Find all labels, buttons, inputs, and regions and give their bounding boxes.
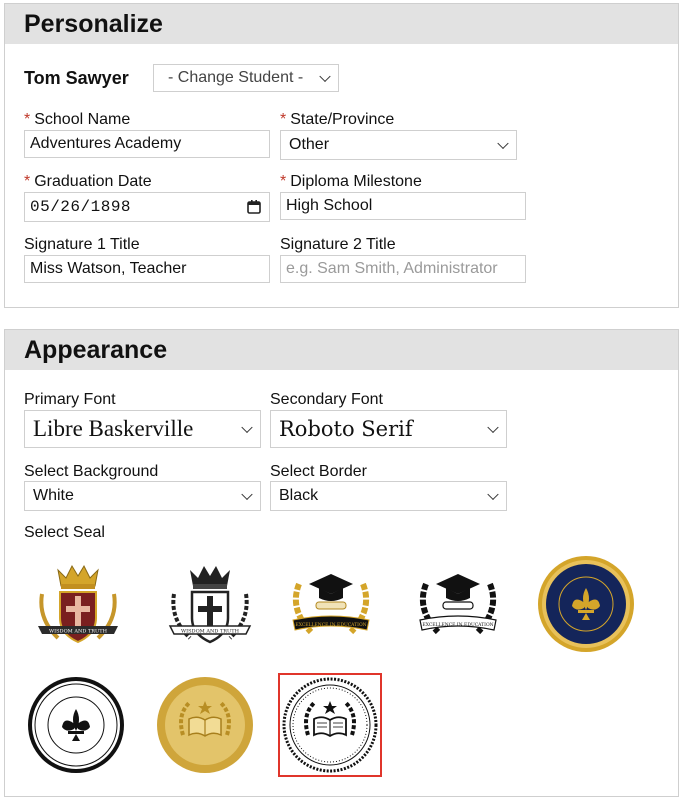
background-label: Select Background	[24, 463, 159, 480]
seal-fleur-de-lis-black[interactable]	[26, 675, 126, 775]
seal1-text: WISDOM AND TRUTH	[49, 628, 107, 635]
milestone-label	[280, 173, 422, 191]
chevron-down-icon	[319, 71, 330, 82]
student-name: Tom Sawyer	[24, 68, 129, 88]
seal-fleur-de-lis-blue-gold[interactable]	[536, 554, 636, 654]
primary-font-select[interactable]	[24, 410, 261, 448]
change-student-select[interactable]	[153, 64, 339, 92]
state-value: Other	[289, 136, 330, 153]
seal2-text: WISDOM AND TRUTH	[181, 628, 239, 635]
milestone-label-text: Diploma Milestone	[290, 173, 422, 190]
border-value: Black	[279, 487, 319, 504]
state-label	[280, 111, 394, 129]
graduation-date-field[interactable]	[24, 192, 270, 222]
signature2-label: Signature 2 Title	[280, 236, 396, 253]
appearance-heading: Appearance	[5, 330, 678, 370]
graduation-date-label-text: Graduation Date	[34, 173, 152, 190]
seal3-text: EXCELLENCE IN EDUCATION	[295, 623, 367, 628]
personalize-heading: Personalize	[5, 4, 678, 44]
secondary-font-select[interactable]	[270, 410, 507, 448]
seal-crest-cross-black[interactable]	[160, 554, 260, 654]
graduation-date-label	[24, 173, 152, 191]
school-name-label-text: School Name	[34, 111, 131, 128]
milestone-field[interactable]	[280, 192, 526, 220]
primary-font-label: Primary Font	[24, 391, 116, 408]
seal4-text: EXCELLENCE IN EDUCATION	[422, 623, 494, 628]
seal-laurel-cap-gold[interactable]	[281, 554, 381, 654]
state-select[interactable]	[280, 130, 517, 160]
chevron-down-icon	[241, 489, 252, 500]
secondary-font-label: Secondary Font	[270, 391, 383, 408]
chevron-down-icon	[241, 422, 252, 433]
required-mark: *	[280, 173, 287, 190]
signature1-field[interactable]	[24, 255, 270, 283]
school-name-field[interactable]	[24, 130, 270, 158]
required-mark: *	[24, 173, 31, 190]
change-student-value: - Change Student -	[168, 69, 304, 86]
secondary-font-value: Roboto Serif	[279, 417, 413, 441]
seal-book-gold[interactable]	[155, 675, 255, 775]
graduation-date-value: 05/26/1898	[30, 198, 132, 216]
school-name-value: Adventures Academy	[30, 135, 182, 152]
primary-font-value: Libre Baskerville	[33, 416, 194, 441]
seal-book-black[interactable]	[280, 675, 380, 775]
seal-label: Select Seal	[24, 524, 105, 541]
school-name-label	[24, 111, 130, 129]
required-mark: *	[24, 111, 31, 128]
state-label-text: State/Province	[290, 111, 395, 128]
milestone-value: High School	[286, 197, 373, 214]
signature1-value: Miss Watson, Teacher	[30, 260, 187, 277]
background-select[interactable]	[24, 481, 261, 511]
seal-crest-cross-gold[interactable]	[28, 554, 128, 654]
signature1-label: Signature 1 Title	[24, 236, 140, 253]
personalize-panel	[4, 3, 679, 308]
chevron-down-icon	[487, 422, 498, 433]
signature2-placeholder: e.g. Sam Smith, Administrator	[286, 260, 498, 277]
seal-laurel-cap-black[interactable]	[408, 554, 508, 654]
required-mark: *	[280, 111, 287, 128]
border-label: Select Border	[270, 463, 367, 480]
background-value: White	[33, 487, 74, 504]
signature2-field[interactable]	[280, 255, 526, 283]
chevron-down-icon	[487, 489, 498, 500]
calendar-icon[interactable]	[246, 199, 262, 215]
chevron-down-icon	[497, 138, 508, 149]
appearance-panel	[4, 329, 679, 797]
border-select[interactable]	[270, 481, 507, 511]
